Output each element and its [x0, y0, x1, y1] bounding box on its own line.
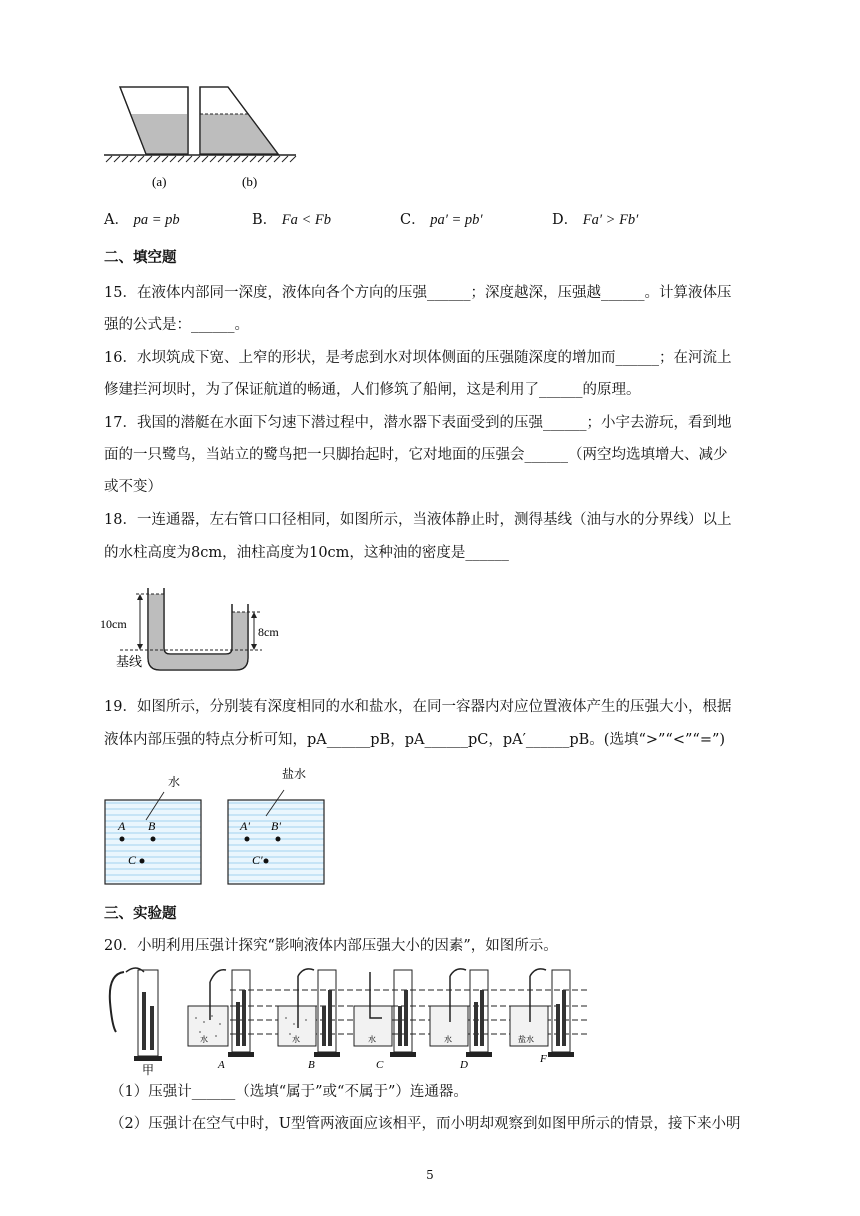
fig20-label-b: B	[308, 1059, 315, 1071]
q17-line-2: 面的一只鹭鸟，当站立的鹭鸟把一只脚抬起时，它对地面的压强会______（两空均选填增大、减少	[104, 447, 728, 463]
q14-option-c: C． pa′ = pb′	[400, 212, 483, 228]
fig19-point-a-prime: A'	[240, 819, 250, 833]
q19-line-1: 19．如图所示，分别装有深度相同的水和盐水，在同一容器内对应位置液体产生的压强大小，根据	[104, 699, 732, 715]
fig20-label-jia: 甲	[142, 1063, 155, 1076]
fig18-base-label: 基线	[116, 655, 143, 670]
q20-line-1: 20．小明利用压强计探究“影响液体内部压强大小的因素”，如图所示。	[104, 938, 558, 954]
fig18-right-height-label: 8cm	[258, 625, 279, 639]
q14-option-b: B． Fa < Fb	[252, 212, 332, 228]
fig20-water-b: 水	[292, 1035, 300, 1044]
fig19-point-b-prime: B'	[271, 819, 281, 833]
fig20-label-c: C	[376, 1059, 384, 1071]
fig19-point-c: C	[128, 853, 137, 867]
q20-sub-1: （1）压强计______（选填“属于”或“不属于”）连通器。	[110, 1084, 468, 1100]
fig20-water-c: 水	[368, 1035, 376, 1044]
fig19-salt-water-label: 盐水	[282, 767, 307, 781]
q14-option-d: D． Fa′ > Fb′	[552, 212, 639, 228]
fig20-label-d: D	[460, 1059, 468, 1071]
fig18-left-height-label: 10cm	[100, 617, 127, 631]
figure-q20-pressure-gauges	[100, 962, 600, 1076]
fig19-point-c-prime: C'	[252, 853, 263, 867]
q19-line-2: 液体内部压强的特点分析可知，pA______pB，pA______pC，pA′______pB。(选填“>”“<”“=”)	[104, 732, 726, 748]
q18-line-1: 18．一连通器，左右管口口径相同，如图所示，当液体静止时，测得基线（油与水的分界线）以上	[104, 512, 732, 528]
fig14-label-a: (a)	[152, 174, 167, 189]
fig20-salt-water-f: 盐水	[518, 1035, 534, 1044]
figure-q18-u-tube	[100, 584, 290, 674]
fig20-label-f: F	[540, 1053, 547, 1065]
q15-line-2: 强的公式是：______。	[104, 317, 249, 333]
section-heading-fill-in: 二、填空题	[104, 250, 177, 266]
q16-line-2: 修建拦河坝时，为了保证航道的畅通，人们修筑了船闸，这是利用了______的原理。	[104, 382, 641, 398]
q17-line-1: 17．我国的潜艇在水面下匀速下潜过程中，潜水器下表面受到的压强______；小宇去游玩，看到地	[104, 415, 732, 431]
fig19-point-b: B	[148, 819, 156, 833]
page-number: 5	[426, 1168, 434, 1182]
q16-line-1: 16．水坝筑成下宽、上窄的形状，是考虑到水对坝体侧面的压强随深度的增加而______；在河流上	[104, 350, 732, 366]
fig20-water-d: 水	[444, 1035, 452, 1044]
fig19-point-a: A	[118, 819, 126, 833]
fig19-water-label: 水	[168, 775, 181, 789]
figure-q19-containers	[100, 764, 330, 886]
fig14-label-b: (b)	[242, 174, 258, 189]
q15-line-1: 15．在液体内部同一深度，液体向各个方向的压强______；深度越深，压强越______。计算液体压	[104, 285, 732, 301]
q17-line-3: 或不变）	[104, 479, 162, 495]
q14-option-a: A． pa = pb	[104, 212, 180, 228]
q18-line-2: 的水柱高度为8cm，油柱高度为10cm，这种油的密度是______	[104, 545, 509, 561]
figure-q14-containers	[100, 82, 300, 192]
section-heading-experiment: 三、实验题	[104, 906, 177, 922]
fig20-water-a: 水	[200, 1035, 208, 1044]
fig20-label-a: A	[218, 1059, 225, 1071]
q20-sub-2: （2）压强计在空气中时，U型管两液面应该相平，而小明却观察到如图甲所示的情景，接下来小明	[110, 1116, 741, 1132]
